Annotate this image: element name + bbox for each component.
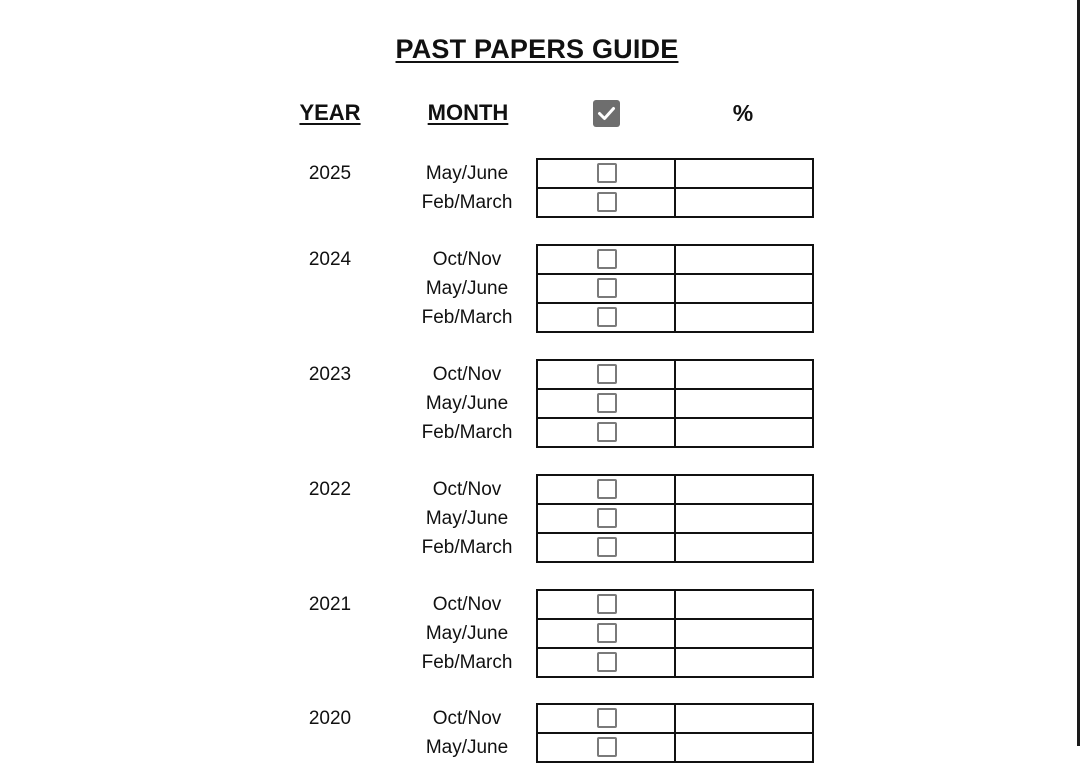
checkbox-cell bbox=[538, 620, 676, 647]
percent-column-header: % bbox=[732, 100, 754, 126]
completed-checkbox[interactable] bbox=[597, 479, 617, 499]
month-label: Feb/March bbox=[421, 307, 513, 328]
year-group-grid bbox=[536, 703, 814, 763]
completed-checkbox[interactable] bbox=[597, 393, 617, 413]
completed-checkbox[interactable] bbox=[597, 278, 617, 298]
completed-checkbox[interactable] bbox=[597, 192, 617, 212]
table-row bbox=[538, 476, 812, 503]
table-row bbox=[538, 187, 812, 216]
checkbox-cell bbox=[538, 649, 676, 676]
checkbox-cell bbox=[538, 734, 676, 761]
percent-cell[interactable] bbox=[676, 649, 812, 676]
completed-checkbox[interactable] bbox=[597, 163, 617, 183]
month-label: Feb/March bbox=[421, 652, 513, 673]
percent-cell[interactable] bbox=[676, 591, 812, 618]
year-label: 2020 bbox=[308, 708, 352, 729]
completed-checkbox[interactable] bbox=[597, 537, 617, 557]
percent-cell[interactable] bbox=[676, 160, 812, 187]
percent-cell[interactable] bbox=[676, 189, 812, 216]
checkbox-cell bbox=[538, 361, 676, 388]
completed-checkbox[interactable] bbox=[597, 623, 617, 643]
month-label: Oct/Nov bbox=[432, 364, 502, 385]
year-group-grid bbox=[536, 474, 814, 563]
percent-cell[interactable] bbox=[676, 620, 812, 647]
month-label: May/June bbox=[425, 623, 509, 644]
checked-checkbox-icon bbox=[593, 100, 620, 127]
month-label: May/June bbox=[425, 393, 509, 414]
checkbox-cell bbox=[538, 476, 676, 503]
year-group-grid bbox=[536, 359, 814, 448]
checkbox-cell bbox=[538, 304, 676, 331]
checkbox-cell bbox=[538, 591, 676, 618]
checkbox-cell bbox=[538, 160, 676, 187]
year-label: 2023 bbox=[308, 364, 352, 385]
month-label: May/June bbox=[425, 163, 509, 184]
checkbox-cell bbox=[538, 275, 676, 302]
percent-cell[interactable] bbox=[676, 275, 812, 302]
year-group-grid bbox=[536, 589, 814, 678]
checkbox-cell bbox=[538, 705, 676, 732]
month-label: Oct/Nov bbox=[432, 708, 502, 729]
completed-checkbox[interactable] bbox=[597, 508, 617, 528]
checkbox-cell bbox=[538, 246, 676, 273]
checkbox-cell bbox=[538, 189, 676, 216]
percent-cell[interactable] bbox=[676, 390, 812, 417]
table-row bbox=[538, 618, 812, 647]
year-label: 2021 bbox=[308, 594, 352, 615]
year-label: 2022 bbox=[308, 479, 352, 500]
completed-checkbox[interactable] bbox=[597, 737, 617, 757]
completed-checkbox[interactable] bbox=[597, 594, 617, 614]
table-row bbox=[538, 160, 812, 187]
completed-checkbox[interactable] bbox=[597, 364, 617, 384]
page-title: PAST PAPERS GUIDE bbox=[395, 34, 679, 64]
table-row bbox=[538, 647, 812, 676]
table-row bbox=[538, 302, 812, 331]
table-row bbox=[538, 273, 812, 302]
table-row bbox=[538, 246, 812, 273]
table-row bbox=[538, 388, 812, 417]
month-label: Feb/March bbox=[421, 537, 513, 558]
percent-cell[interactable] bbox=[676, 734, 812, 761]
month-label: Oct/Nov bbox=[432, 594, 502, 615]
year-column-header: YEAR bbox=[299, 100, 361, 125]
checkbox-cell bbox=[538, 534, 676, 561]
percent-cell[interactable] bbox=[676, 304, 812, 331]
table-row bbox=[538, 361, 812, 388]
year-label: 2025 bbox=[308, 163, 352, 184]
year-group-grid bbox=[536, 244, 814, 333]
table-row bbox=[538, 417, 812, 446]
percent-cell[interactable] bbox=[676, 419, 812, 446]
percent-cell[interactable] bbox=[676, 476, 812, 503]
year-label: 2024 bbox=[308, 249, 352, 270]
checkbox-cell bbox=[538, 390, 676, 417]
table-row bbox=[538, 532, 812, 561]
month-label: Oct/Nov bbox=[432, 479, 502, 500]
month-label: May/June bbox=[425, 508, 509, 529]
completed-checkbox[interactable] bbox=[597, 307, 617, 327]
month-label: May/June bbox=[425, 737, 509, 758]
table-row bbox=[538, 503, 812, 532]
month-label: May/June bbox=[425, 278, 509, 299]
table-row bbox=[538, 732, 812, 761]
completed-checkbox[interactable] bbox=[597, 422, 617, 442]
percent-cell[interactable] bbox=[676, 705, 812, 732]
month-column-header: MONTH bbox=[427, 100, 509, 125]
month-label: Feb/March bbox=[421, 192, 513, 213]
percent-cell[interactable] bbox=[676, 534, 812, 561]
month-label: Feb/March bbox=[421, 422, 513, 443]
percent-cell[interactable] bbox=[676, 246, 812, 273]
completed-checkbox[interactable] bbox=[597, 652, 617, 672]
month-label: Oct/Nov bbox=[432, 249, 502, 270]
completed-checkbox[interactable] bbox=[597, 708, 617, 728]
table-row bbox=[538, 705, 812, 732]
checkbox-cell bbox=[538, 505, 676, 532]
table-row bbox=[538, 591, 812, 618]
year-group-grid bbox=[536, 158, 814, 218]
percent-cell[interactable] bbox=[676, 361, 812, 388]
checkbox-cell bbox=[538, 419, 676, 446]
percent-cell[interactable] bbox=[676, 505, 812, 532]
completed-checkbox[interactable] bbox=[597, 249, 617, 269]
